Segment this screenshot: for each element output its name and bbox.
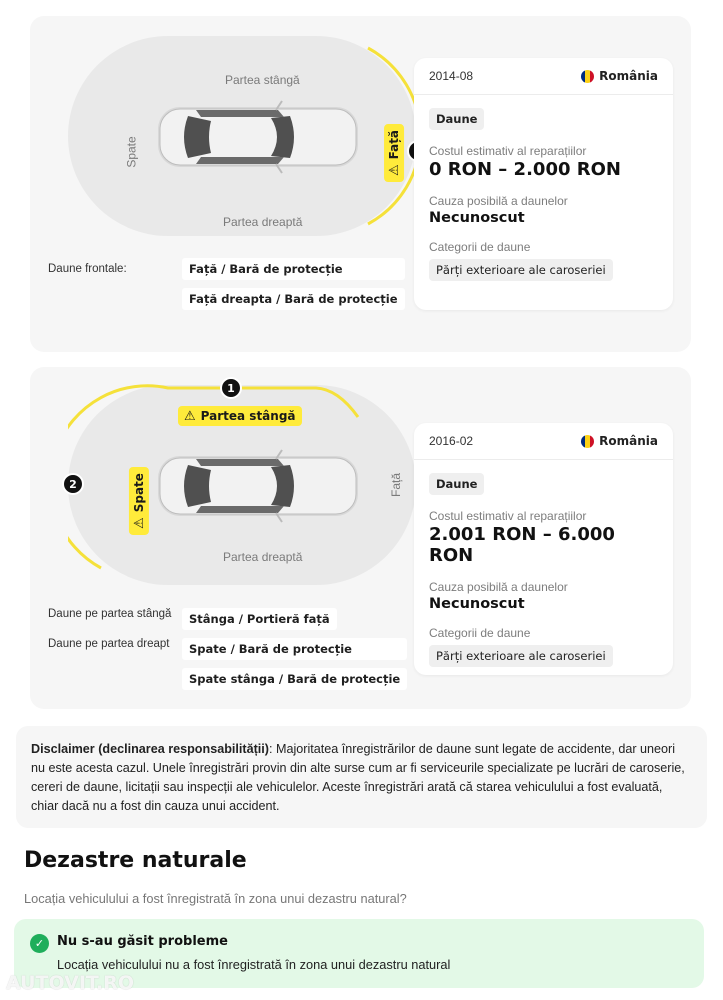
part-chip: Față / Bară de protecție — [182, 258, 405, 280]
record-type-tag: Daune — [429, 108, 484, 130]
label-right-side: Partea dreaptă — [223, 550, 303, 564]
warning-triangle-icon: ⚠ — [386, 164, 402, 177]
disclaimer-title: Disclaimer (declinarea responsabilității) — [31, 742, 269, 756]
car-outline-diagram — [68, 34, 418, 239]
parts-group — [48, 638, 407, 690]
damage-record-2 — [30, 367, 691, 709]
cause-label: Cauza posibilă a daunelor — [429, 194, 568, 208]
car-top-view-icon — [158, 101, 358, 173]
parts-group-label: Daune pe partea dreapt — [48, 638, 170, 650]
romania-flag-icon — [581, 70, 594, 83]
record-country — [581, 434, 658, 448]
part-chip: Stânga / Portieră față — [182, 608, 337, 630]
record-type-tag: Daune — [429, 473, 484, 495]
check-circle-icon: ✓ — [30, 934, 49, 953]
cost-value: 0 RON – 2.000 RON — [429, 159, 621, 180]
category-label: Categorii de daune — [429, 240, 531, 254]
cost-label: Costul estimativ al reparațiilor — [429, 509, 587, 523]
cost-label: Costul estimativ al reparațiilor — [429, 144, 587, 158]
highlight-rear[interactable] — [129, 467, 149, 535]
highlight-front[interactable] — [384, 124, 404, 182]
category-label: Categorii de daune — [429, 626, 531, 640]
section-title-natural-disasters: Dezastre naturale — [24, 848, 247, 873]
cause-value: Necunoscut — [429, 596, 525, 612]
damage-count-badge: 1 — [220, 377, 242, 399]
damaged-parts-list — [48, 608, 407, 698]
part-chip: Față dreapta / Bară de protecție — [182, 288, 405, 310]
highlight-rear-label: Spate — [131, 473, 146, 513]
damage-count-badge: 2 — [62, 473, 84, 495]
label-left-side: Partea stângă — [225, 73, 300, 87]
category-chip: Părți exterioare ale caroseriei — [429, 259, 613, 281]
highlight-left-side[interactable] — [178, 406, 302, 426]
cause-value: Necunoscut — [429, 210, 525, 226]
result-description: Locația vehiculului nu a fost înregistrată în zona unui dezastru natural — [57, 957, 451, 972]
disclaimer-box — [16, 726, 707, 828]
parts-group — [48, 608, 407, 630]
warning-triangle-icon: ⚠ — [131, 517, 147, 529]
record-date: 2016-02 — [429, 434, 474, 448]
record-date: 2014-08 — [429, 69, 474, 83]
highlight-left-label: Partea stângă — [200, 409, 296, 423]
result-title: Nu s-au găsit probleme — [57, 934, 228, 949]
damage-record-1 — [30, 16, 691, 352]
cause-label: Cauza posibilă a daunelor — [429, 580, 568, 594]
parts-group — [48, 258, 405, 310]
parts-group-label: Daune frontale: — [48, 263, 127, 275]
label-right-side: Partea dreaptă — [223, 215, 303, 229]
car-damage-diagram — [68, 34, 418, 239]
damaged-parts-list — [48, 258, 405, 318]
country-name: România — [599, 434, 658, 448]
parts-group-label: Daune pe partea stângă — [48, 608, 172, 620]
category-chip: Părți exterioare ale caroseriei — [429, 645, 613, 667]
cost-value: 2.001 RON – 6.000 RON — [429, 524, 615, 566]
damage-record-card — [414, 58, 673, 310]
car-top-view-icon — [158, 450, 358, 522]
warning-triangle-icon: ⚠ — [184, 408, 196, 424]
damage-record-card — [414, 423, 673, 675]
country-name: România — [599, 69, 658, 83]
part-chip: Spate / Bară de protecție — [182, 638, 407, 660]
watermark: AUTOVIT.RO — [6, 972, 134, 994]
label-rear: Spate — [124, 136, 139, 168]
romania-flag-icon — [581, 435, 594, 448]
disclaimer-text: : Majoritatea înregistrărilor de daune sunt legate de accidente, dar uneori nu este acesta cazul. Unele înregistrări provin din alte surse cum ar fi serviceurile specializate pe lucrări de caroserie, cereri de daune, licitații sau inspecții ale vehiculelor. Aceste înregistrări arată că starea vehiculului a fost evaluată, chiar dacă nu a fost din cauza unui accident. — [31, 742, 685, 813]
part-chip: Spate stânga / Bară de protecție — [182, 668, 407, 690]
highlight-front-label: Față — [387, 129, 402, 160]
label-front: Față — [389, 472, 404, 498]
natural-disaster-question: Locația vehiculului a fost înregistrată în zona unui dezastru natural? — [24, 891, 407, 906]
record-country — [581, 69, 658, 83]
car-damage-diagram — [68, 383, 418, 588]
